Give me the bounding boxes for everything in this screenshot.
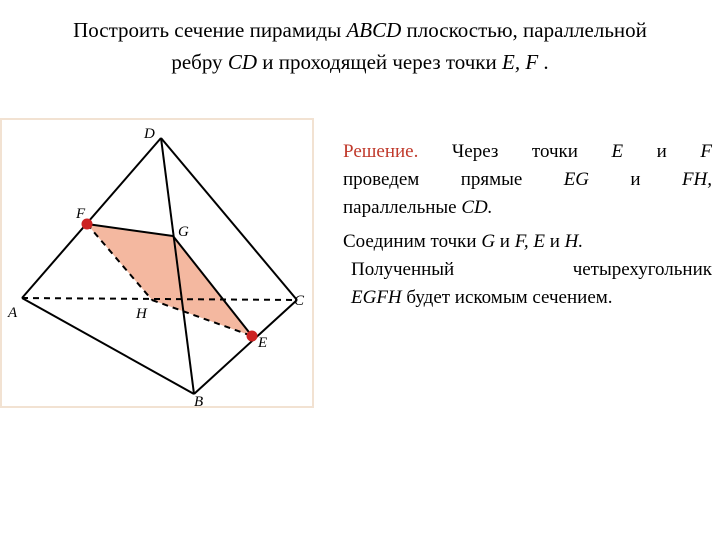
edge-AB — [22, 298, 194, 394]
pyramid-diagram — [2, 120, 316, 410]
line-ref: EG — [563, 169, 590, 190]
solution-words: будет искомым сечением. — [401, 287, 613, 308]
solution-line-4 — [343, 228, 712, 256]
problem-statement — [20, 14, 700, 78]
solution-words: и — [630, 169, 641, 190]
solution-words: и — [499, 231, 510, 252]
edge-name: CD — [227, 50, 257, 74]
label-E: E — [258, 335, 268, 351]
label-C: C — [294, 293, 305, 309]
pyramid-figure — [0, 118, 314, 408]
title-text: и проходящей через точки — [257, 50, 502, 74]
label-B: B — [194, 394, 204, 410]
label-G: G — [178, 224, 189, 240]
solution-words: Через точки — [451, 141, 578, 162]
solution-words: проведем прямые — [343, 169, 523, 190]
label-D: D — [144, 126, 155, 142]
problem-line-2 — [20, 46, 700, 78]
point-ref: H. — [564, 231, 584, 252]
solution-line-1 — [343, 138, 712, 166]
point-ref: F — [700, 141, 713, 162]
label-F: F — [76, 206, 86, 222]
quadrilateral-ref: EGFH — [351, 287, 402, 308]
solution-line-3 — [343, 194, 712, 222]
solution-heading: Решение. — [343, 141, 419, 162]
solution-words: и — [656, 141, 667, 162]
point-ref: E — [533, 231, 545, 252]
point-ref: F, — [514, 231, 529, 252]
solution-words: Соединим точки — [343, 231, 477, 252]
point-ref: G — [481, 231, 496, 252]
line-ref: FH, — [681, 169, 713, 190]
point-ref: E — [611, 141, 624, 162]
solution-words: четырехугольник — [572, 259, 712, 280]
title-text: . — [538, 50, 549, 74]
solution-line-2 — [343, 166, 712, 194]
edge-AC-hidden — [22, 298, 297, 300]
solution-line-5 — [343, 256, 712, 284]
section-polygon — [87, 224, 252, 336]
solution-words: Полученный — [351, 259, 455, 280]
solution-words: параллельные — [343, 197, 457, 218]
points-names: E, F — [502, 50, 539, 74]
solution-line-6 — [343, 284, 712, 312]
solution-words: и — [549, 231, 560, 252]
title-text: ребру — [171, 50, 228, 74]
title-text: плоскостью, параллельной — [401, 18, 647, 42]
problem-line-1 — [20, 14, 700, 46]
label-A: A — [8, 305, 18, 321]
title-text: Построить сечение пирамиды — [73, 18, 347, 42]
solution-text — [343, 138, 712, 312]
point-E-marker — [247, 331, 258, 342]
edge-ref: CD. — [461, 197, 493, 218]
pyramid-name: ABCD — [346, 18, 402, 42]
label-H: H — [136, 306, 147, 322]
